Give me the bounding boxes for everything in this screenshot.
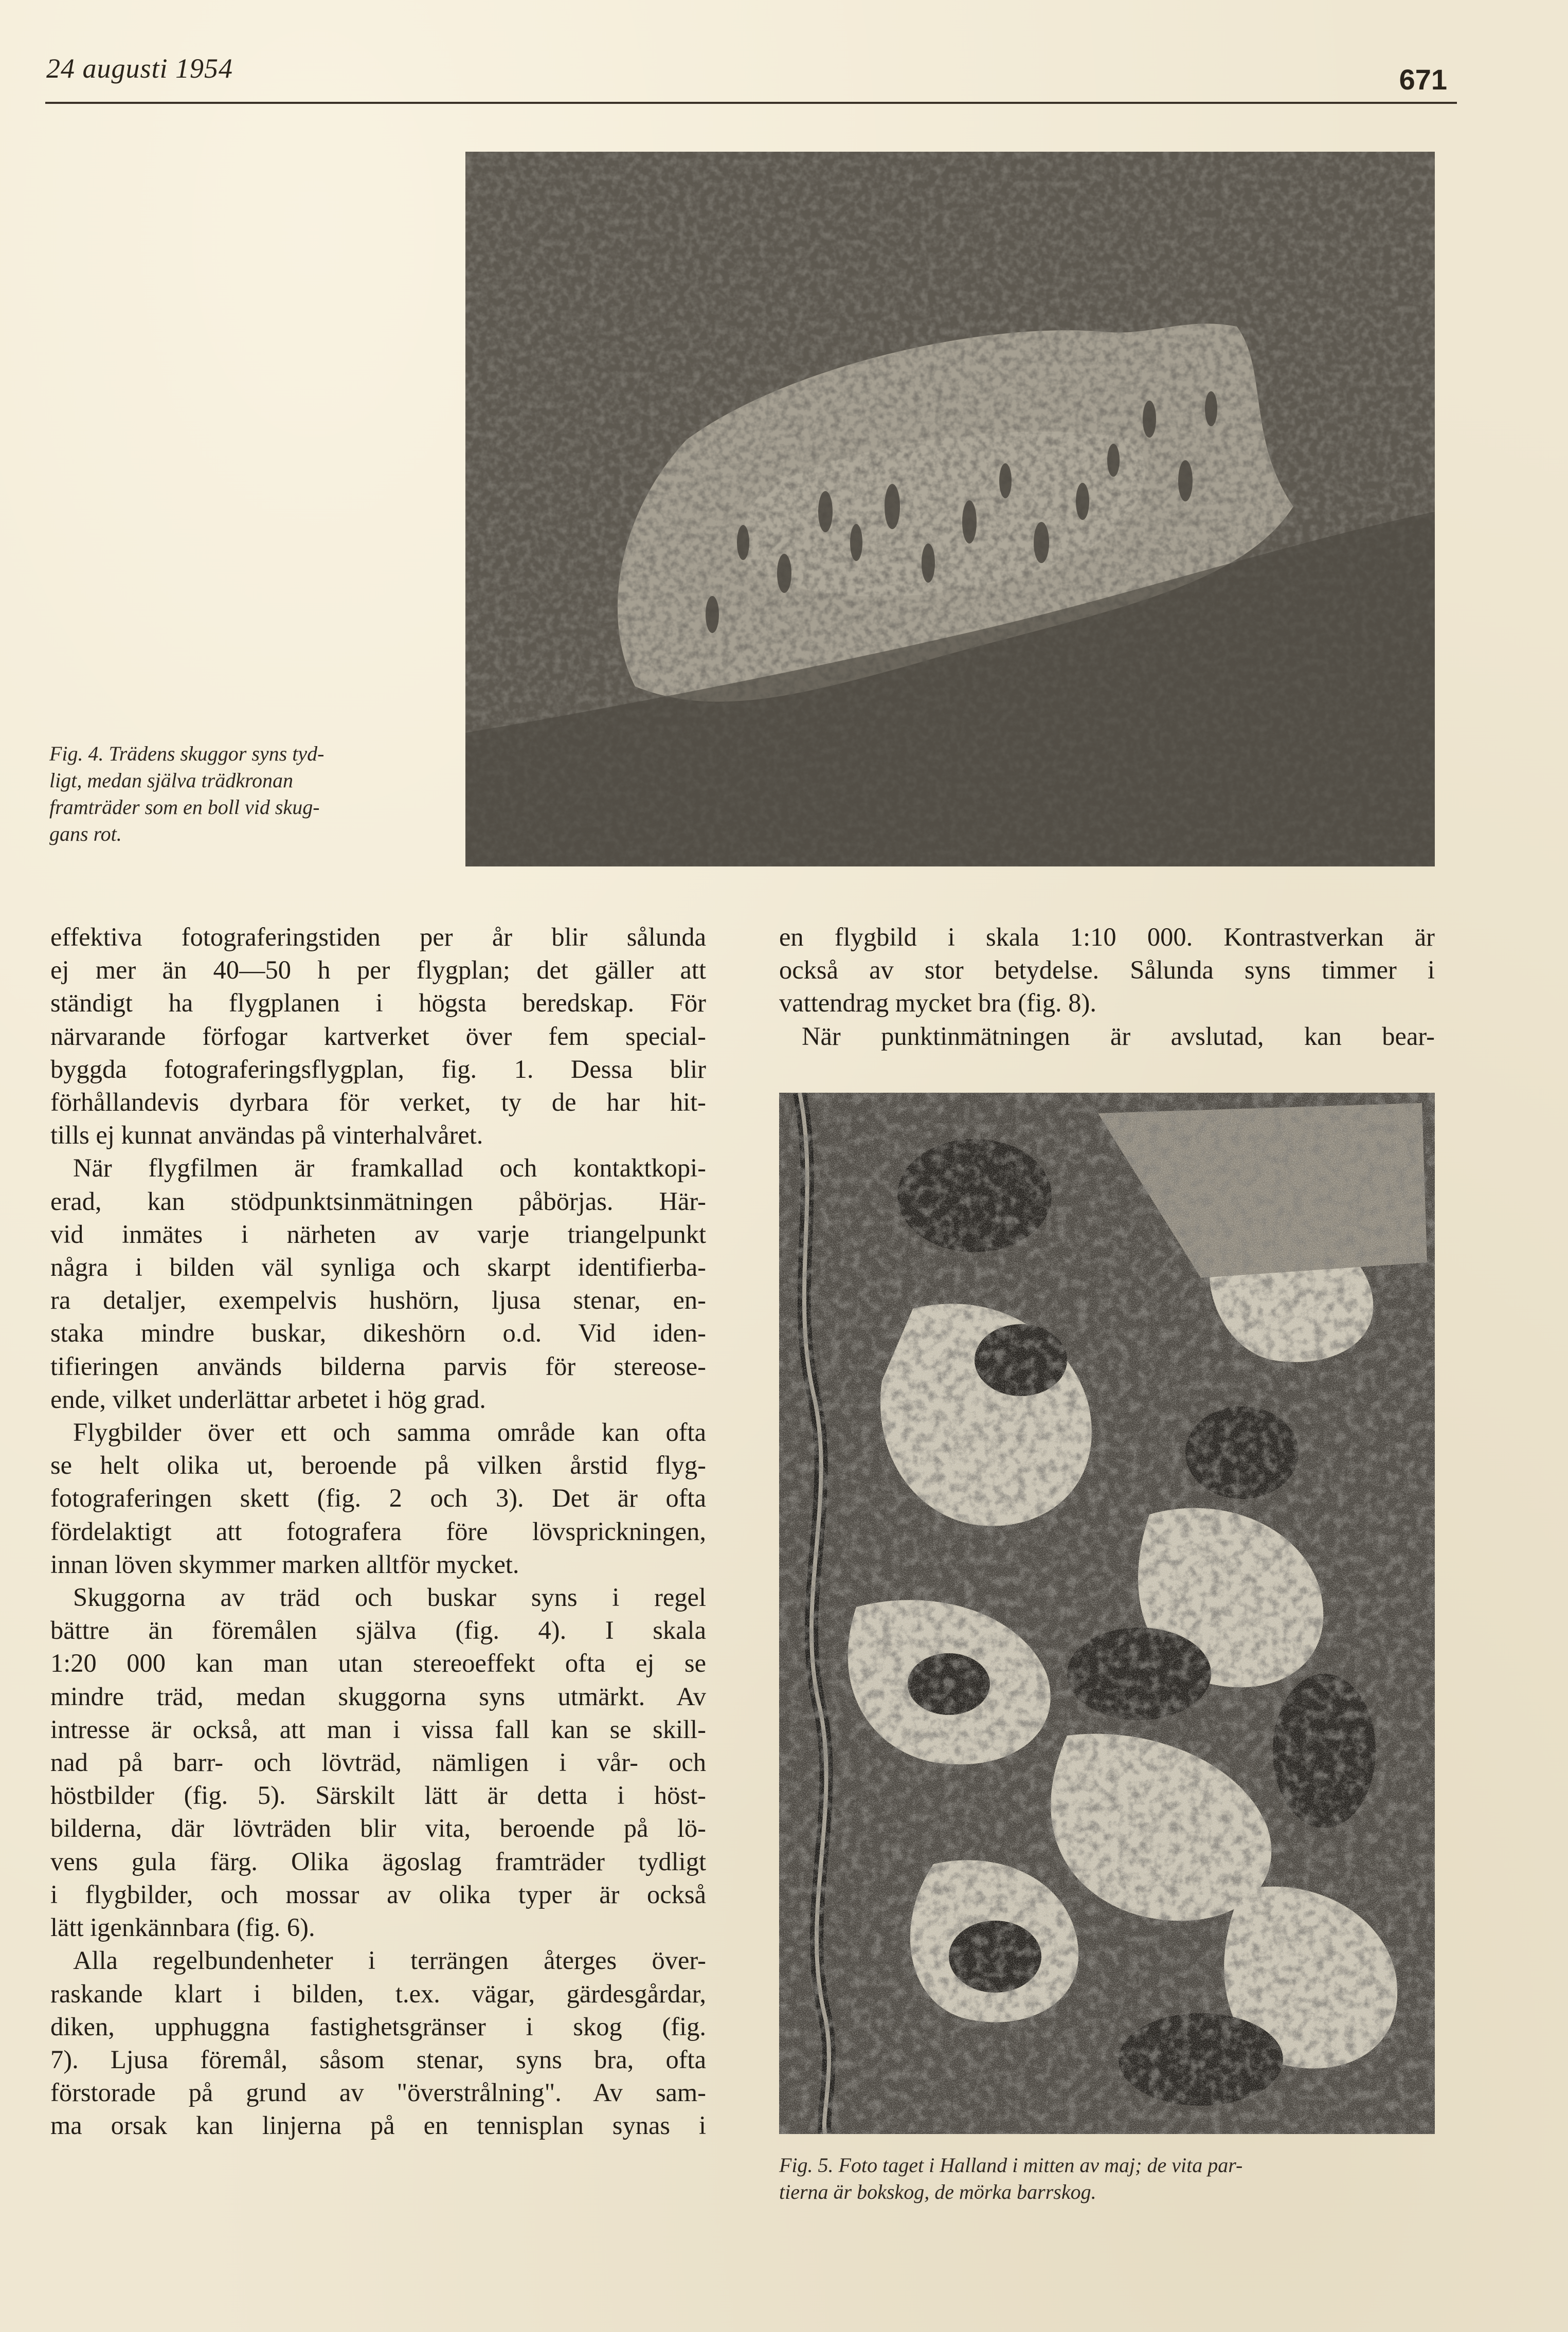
caption-line: framträder som en boll vid skug-: [49, 796, 320, 819]
page-number: 671: [1399, 63, 1447, 96]
text-line: effektiva fotograferingstiden per år blir sålunda: [50, 923, 706, 951]
text-line: fördelaktigt att fotografera före lövsprickningen,: [50, 1516, 706, 1546]
text-line: 1:20 000 kan man utan stereoeffekt ofta ej se: [50, 1649, 706, 1678]
text-line: mindre träd, medan skuggorna syns utmärkt. Av: [50, 1682, 706, 1711]
text-line: höstbilder (fig. 5). Särskilt lätt är detta i höst-: [50, 1781, 706, 1810]
text-line: i flygbilder, och mossar av olika typer är också: [50, 1879, 706, 1909]
text-line: diken, upphuggna fastighetsgränser i skog (fig.: [50, 2012, 706, 2041]
text-line: tills ej kunnat användas på vinterhalvåret.: [50, 1120, 483, 1150]
header-divider: [45, 102, 1457, 104]
text-line: vid inmätes i närheten av varje triangelpunkt: [50, 1219, 706, 1249]
article-column-right: [779, 920, 1435, 1053]
text-line: vattendrag mycket bra (fig. 8).: [779, 988, 1096, 1018]
aerial-photo-halland-forest-icon: [779, 1093, 1435, 2134]
text-line: förhållandevis dyrbara för verket, ty de har hit-: [50, 1088, 706, 1117]
text-line: en flygbild i skala 1:10 000. Kontrastverkan är: [779, 923, 1435, 951]
text-line: ma orsak kan linjerna på en tennisplan synas i: [50, 2111, 706, 2140]
text-line: ständigt ha flygplanen i högsta beredskap. För: [50, 988, 706, 1018]
caption-line: Fig. 5. Foto taget i Halland i mitten av maj; de vita par-: [779, 2154, 1243, 2177]
text-line: erad, kan stödpunktsinmätningen påbörjas. Här-: [50, 1186, 706, 1216]
text-line: nad på barr- och lövträd, nämligen i vår- och: [50, 1748, 706, 1777]
text-line: När flygfilmen är framkallad och kontaktkopi-: [73, 1153, 706, 1183]
text-line: förstorade på grund av "överstrålning". Av sam-: [50, 2078, 706, 2107]
caption-line: gans rot.: [49, 822, 122, 845]
text-line: vens gula färg. Olika ägoslag framträder tydligt: [50, 1847, 706, 1876]
text-line: staka mindre buskar, dikeshörn o.d. Vid iden-: [50, 1318, 706, 1348]
issue-date: 24 augusti 1954: [46, 53, 233, 84]
caption-line: ligt, medan själva trädkronan: [49, 769, 294, 792]
text-line: Alla regelbundenheter i terrängen återges över-: [73, 1946, 706, 1975]
text-line: byggda fotograferingsflygplan, fig. 1. Dessa blir: [50, 1054, 706, 1083]
text-line: Flygbilder över ett och samma område kan ofta: [73, 1418, 706, 1447]
text-line: några i bilden väl synliga och skarpt identifierba-: [50, 1253, 706, 1282]
text-line: ende, vilket underlättar arbetet i hög grad.: [50, 1384, 486, 1414]
caption-line: Fig. 4. Trädens skuggor syns tyd-: [49, 742, 325, 765]
text-line: ra detaljer, exempelvis hushörn, ljusa stenar, en-: [50, 1286, 706, 1315]
article-column-left: [50, 920, 706, 2142]
figure-4-caption: [49, 740, 450, 847]
text-line: raskande klart i bilden, t.ex. vägar, gärdesgårdar,: [50, 1979, 706, 2008]
text-line: Skuggorna av träd och buskar syns i regel: [73, 1583, 706, 1612]
figure-5-caption: [779, 2152, 1435, 2206]
caption-line: tierna är bokskog, de mörka barrskog.: [779, 2180, 1096, 2203]
text-line: innan löven skymmer marken alltför mycket.: [50, 1549, 519, 1579]
text-line: När punktinmätningen är avslutad, kan bear-: [802, 1021, 1435, 1051]
text-line: se helt olika ut, beroende på vilken årstid flyg-: [50, 1451, 706, 1480]
text-line: ej mer än 40—50 h per flygplan; det gäller att: [50, 955, 706, 985]
text-line: bättre än föremålen själva (fig. 4). I skala: [50, 1616, 706, 1645]
text-line: bilderna, där lövträden blir vita, beroende på lö-: [50, 1814, 706, 1843]
text-line: fotograferingen skett (fig. 2 och 3). Det är ofta: [50, 1484, 706, 1513]
text-line: intresse är också, att man i vissa fall kan se skill-: [50, 1714, 706, 1744]
aerial-photo-forest-clearing-icon: [465, 152, 1435, 866]
text-line: 7). Ljusa föremål, såsom stenar, syns bra, ofta: [50, 2045, 706, 2074]
text-line: också av stor betydelse. Sålunda syns timmer i: [779, 955, 1435, 985]
text-line: lätt igenkännbara (fig. 6).: [50, 1913, 315, 1942]
text-line: närvarande förfogar kartverket över fem special-: [50, 1021, 706, 1051]
text-line: tifieringen används bilderna parvis för stereose-: [50, 1351, 706, 1381]
